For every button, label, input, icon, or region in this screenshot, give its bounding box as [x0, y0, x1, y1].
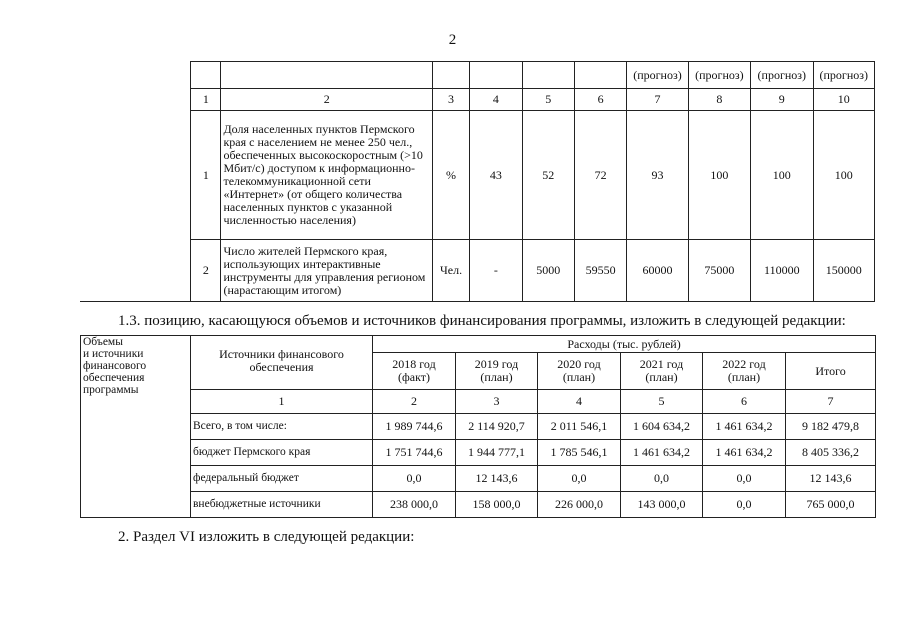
col-number: 8 [688, 89, 750, 111]
amount: 8 405 336,2 [786, 440, 876, 466]
row-number: 2 [191, 240, 221, 302]
year-header: 2022 год (план) [703, 353, 786, 390]
amount: 1 785 546,1 [538, 440, 621, 466]
amount: 765 000,0 [786, 492, 876, 518]
amount: 2 114 920,7 [456, 414, 538, 440]
table-row [81, 414, 876, 440]
table-row [81, 466, 876, 492]
value: 60000 [627, 240, 688, 302]
source-label: внебюджетные источники [191, 492, 373, 518]
table-row [81, 440, 876, 466]
value: 5000 [522, 240, 574, 302]
value: 100 [813, 111, 874, 240]
header-cell [432, 62, 469, 89]
col-number: 7 [786, 390, 876, 414]
table-row [80, 111, 875, 240]
paragraph-2: 2. Раздел VI изложить в следующей редакции: [118, 529, 415, 545]
value: - [470, 240, 522, 302]
value: 43 [470, 111, 522, 240]
amount: 238 000,0 [373, 492, 456, 518]
amount: 1 989 744,6 [373, 414, 456, 440]
amount: 2 011 546,1 [538, 414, 621, 440]
col-number: 3 [456, 390, 538, 414]
forecast-label: (прогноз) [813, 62, 874, 89]
col-number: 1 [191, 89, 221, 111]
finance-table [80, 335, 876, 518]
total-header: Итого [786, 353, 876, 390]
amount: 158 000,0 [456, 492, 538, 518]
value: 52 [522, 111, 574, 240]
col-number: 3 [432, 89, 469, 111]
left-margin-cell [80, 62, 191, 302]
finance-side-label [81, 336, 191, 518]
header-cell [191, 62, 221, 89]
forecast-label: (прогноз) [751, 62, 813, 89]
col-number: 1 [191, 390, 373, 414]
value: 110000 [751, 240, 813, 302]
source-label: федеральный бюджет [191, 466, 373, 492]
amount: 12 143,6 [456, 466, 538, 492]
year-header: 2020 год (план) [538, 353, 621, 390]
col-number: 5 [522, 89, 574, 111]
header-cell [522, 62, 574, 89]
expenses-header: Расходы (тыс. рублей) [373, 336, 876, 353]
forecast-row [80, 62, 875, 89]
value: 93 [627, 111, 688, 240]
col-number: 9 [751, 89, 813, 111]
amount: 0,0 [621, 466, 703, 492]
col-number: 6 [574, 89, 626, 111]
col-number: 4 [538, 390, 621, 414]
forecast-label: (прогноз) [688, 62, 750, 89]
page-number: 2 [448, 32, 457, 48]
column-number-row [81, 390, 876, 414]
amount: 1 604 634,2 [621, 414, 703, 440]
sources-header: Источники финансового обеспечения [191, 336, 373, 390]
row-number: 1 [191, 111, 221, 240]
header-cell [221, 62, 432, 89]
amount: 12 143,6 [786, 466, 876, 492]
col-number: 7 [627, 89, 688, 111]
value: 100 [688, 111, 750, 240]
finance-header-row [81, 336, 876, 353]
table-row [80, 240, 875, 302]
amount: 1 461 634,2 [703, 414, 786, 440]
amount: 1 461 634,2 [703, 440, 786, 466]
amount: 1 461 634,2 [621, 440, 703, 466]
column-number-row [80, 89, 875, 111]
value: 150000 [813, 240, 874, 302]
col-number: 2 [221, 89, 432, 111]
amount: 0,0 [703, 492, 786, 518]
forecast-label: (прогноз) [627, 62, 688, 89]
value: 72 [574, 111, 626, 240]
amount: 0,0 [538, 466, 621, 492]
col-number: 2 [373, 390, 456, 414]
value: 59550 [574, 240, 626, 302]
header-cell [574, 62, 626, 89]
paragraph-1-3: 1.3. позицию, касающуюся объемов и источников финансирования программы, изложить в следующей редакции: [118, 313, 846, 329]
col-number: 4 [470, 89, 522, 111]
indicator-name: Доля населенных пунктов Пермского края с населением не менее 250 чел., обеспеченных высокоскоростным (>10 Мбит/с) доступом к информационно-телекоммуникационной сети «Интернет» (от общего количества населенных пунктов с указанной численностью населения) [221, 111, 432, 240]
source-label: Всего, в том числе: [191, 414, 373, 440]
unit: Чел. [432, 240, 469, 302]
amount: 1 944 777,1 [456, 440, 538, 466]
amount: 143 000,0 [621, 492, 703, 518]
amount: 0,0 [373, 466, 456, 492]
amount: 9 182 479,8 [786, 414, 876, 440]
amount: 226 000,0 [538, 492, 621, 518]
table-row [81, 492, 876, 518]
header-cell [470, 62, 522, 89]
unit: % [432, 111, 469, 240]
year-header: 2018 год (факт) [373, 353, 456, 390]
col-number: 6 [703, 390, 786, 414]
col-number: 5 [621, 390, 703, 414]
value: 100 [751, 111, 813, 240]
year-header: 2021 год (план) [621, 353, 703, 390]
source-label: бюджет Пермского края [191, 440, 373, 466]
amount: 1 751 744,6 [373, 440, 456, 466]
indicator-name: Число жителей Пермского края, использующих интерактивные инструменты для управления регионом (нарастающим итогом) [221, 240, 432, 302]
value: 75000 [688, 240, 750, 302]
side-label-text: Объемы и источники финансового обеспечения программы [83, 336, 147, 396]
col-number: 10 [813, 89, 874, 111]
year-header: 2019 год (план) [456, 353, 538, 390]
indicators-table [80, 61, 875, 302]
amount: 0,0 [703, 466, 786, 492]
